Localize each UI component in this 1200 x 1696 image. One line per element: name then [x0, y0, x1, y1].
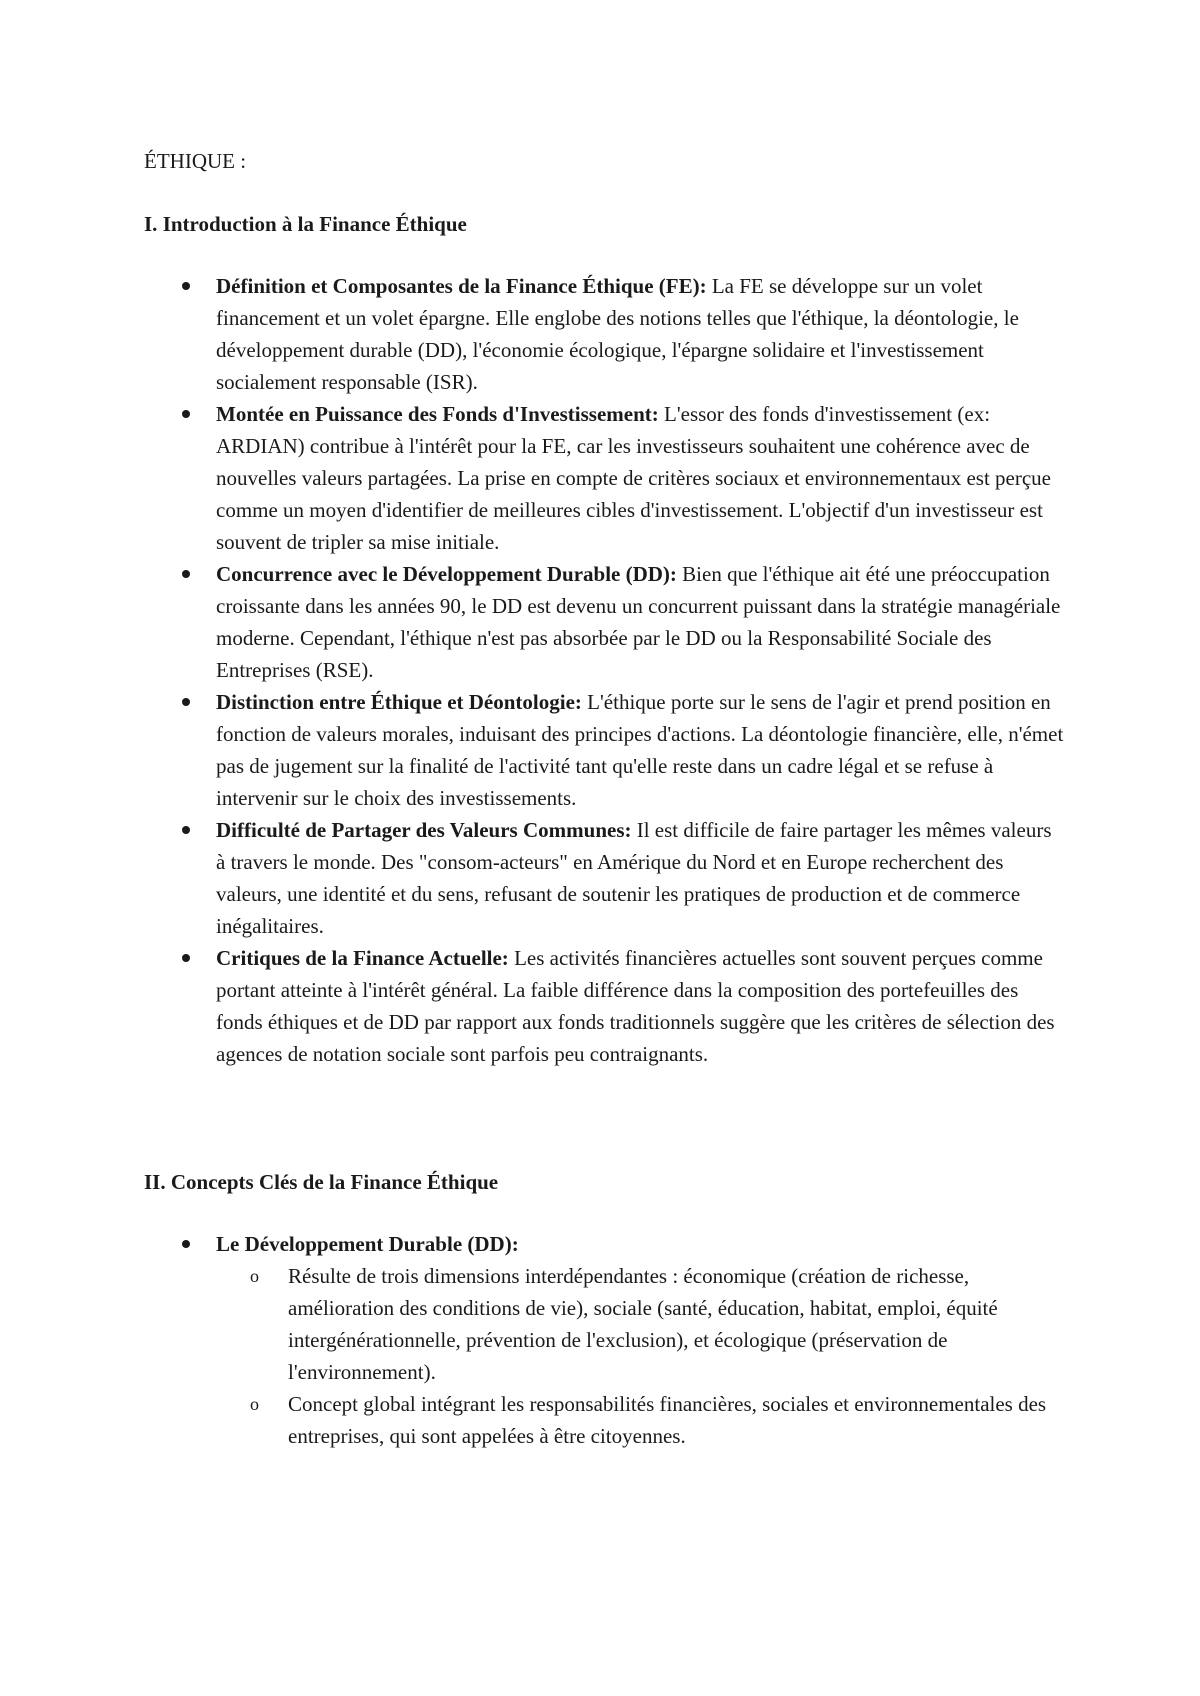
section-2-title: Concepts Clés de la Finance Éthique [170, 1170, 499, 1194]
list-item [144, 270, 1064, 398]
list-item [144, 558, 1064, 686]
list-item [144, 942, 1064, 1070]
bullet-icon [182, 698, 190, 706]
section-1-heading [144, 208, 1064, 240]
section-spacer [144, 1070, 1064, 1166]
item-text: Les activités financières actuelles sont souvent perçues comme portant atteinte à l'intérêt général. La faible différence dans la composition des portefeuilles des fonds éthiques et de DD par rapport aux fonds traditionnels suggère que les critères de sélection des agences de notation sociale sont parfois peu contraignants. [216, 946, 1055, 1066]
item-term: Définition et Composantes de la Finance Éthique (FE): [216, 274, 707, 298]
bullet-icon [182, 954, 190, 962]
item-text: L'essor des fonds d'investissement (ex: ARDIAN) contribue à l'intérêt pour la FE, car les investisseurs souhaitent une cohérence avec de nouvelles valeurs partagées. La prise en compte de critères sociaux et environnementaux est perçue comme un moyen d'identifier de meilleures cibles d'investissement. L'objectif d'un investisseur est souvent de tripler sa mise initiale. [216, 402, 1051, 554]
section-2-heading [144, 1166, 1064, 1198]
item-term: Le Développement Durable (DD): [216, 1232, 519, 1256]
item-term: Montée en Puissance des Fonds d'Investissement: [216, 402, 659, 426]
item-term: Critiques de la Finance Actuelle: [216, 946, 509, 970]
sub-list [216, 1260, 1064, 1452]
list-item [144, 398, 1064, 558]
section-1-title: Introduction à la Finance Éthique [162, 212, 467, 236]
item-text: Bien que l'éthique ait été une préoccupation croissante dans les années 90, le DD est devenu un concurrent puissant dans la stratégie managériale moderne. Cependant, l'éthique n'est pas absorbée par le DD ou la Responsabilité Sociale des Entreprises (RSE). [216, 562, 1061, 682]
list-item [144, 1228, 1064, 1452]
bullet-icon [182, 1240, 190, 1248]
sub-list-item [216, 1260, 1064, 1388]
item-term: Concurrence avec le Développement Durable (DD): [216, 562, 677, 586]
circle-bullet-icon: o [250, 1394, 259, 1414]
bullet-icon [182, 570, 190, 578]
item-term: Distinction entre Éthique et Déontologie: [216, 690, 582, 714]
item-text: La FE se développe sur un volet financement et un volet épargne. Elle englobe des notions telles que l'éthique, la déontologie, le développement durable (DD), l'économie écologique, l'épargne solidaire et l'investissement socialement responsable (ISR). [216, 274, 1019, 394]
bullet-icon [182, 826, 190, 834]
list-item [144, 814, 1064, 942]
section-1-number: I. [144, 212, 158, 236]
item-term: Difficulté de Partager des Valeurs Communes: [216, 818, 632, 842]
sub-item-text: Résulte de trois dimensions interdépendantes : économique (création de richesse, amélioration des conditions de vie), sociale (santé, éducation, habitat, emploi, équité intergénérationnelle, prévention de l'exclusion), et écologique (préservation de l'environnement). [288, 1264, 998, 1384]
circle-bullet-icon: o [250, 1266, 259, 1286]
section-1-list [144, 270, 1064, 1070]
item-text: L'éthique porte sur le sens de l'agir et prend position en fonction de valeurs morales, induisant des principes d'actions. La déontologie financière, elle, n'émet pas de jugement sur la finalité de l'activité tant qu'elle reste dans un cadre légal et se refuse à intervenir sur le choix des investissements. [216, 690, 1064, 810]
item-text: Il est difficile de faire partager les mêmes valeurs à travers le monde. Des "consom-acteurs" en Amérique du Nord et en Europe recherchent des valeurs, une identité et du sens, refusant de soutenir les pratiques de production et de commerce inégalitaires. [216, 818, 1052, 938]
sub-list-item [216, 1388, 1064, 1452]
document-body [144, 145, 1064, 1452]
sub-item-text: Concept global intégrant les responsabilités financières, sociales et environnementales des entreprises, qui sont appelées à être citoyennes. [288, 1392, 1047, 1448]
section-2-list [144, 1228, 1064, 1452]
bullet-icon [182, 282, 190, 290]
bullet-icon [182, 410, 190, 418]
document-title: ÉTHIQUE : [144, 149, 247, 173]
list-item [144, 686, 1064, 814]
section-2-number: II. [144, 1170, 166, 1194]
